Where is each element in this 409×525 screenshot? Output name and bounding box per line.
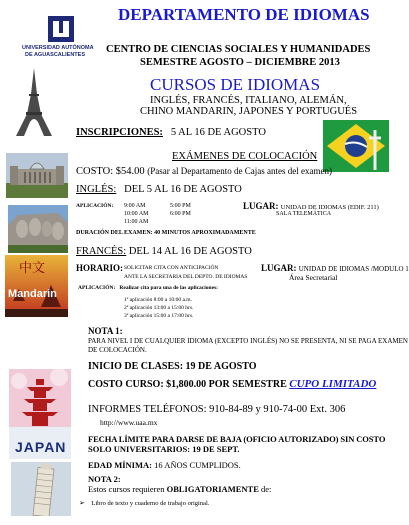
- ingles-lugar-value: UNIDAD DE IDIOMAS (EDIF. 211): [280, 204, 379, 211]
- horario-line: SOLICITAR CITA CON ANTICIPACIÓN: [124, 265, 219, 271]
- time-slot: 5:00 PM: [170, 203, 191, 209]
- aplicacion-slot: 2ª aplicación 13:00 a 15:00 hrs.: [124, 305, 194, 311]
- time-slot: 6:00 PM: [170, 211, 191, 217]
- reichstag-image: [6, 153, 68, 198]
- nota1-text2: DE COLOCACIÓN.: [88, 346, 147, 354]
- horario-line: ANTE LA SECRETARIA DEL DEPTO. DE IDIOMAS: [124, 274, 248, 280]
- examenes-heading: EXÁMENES DE COLOCACIÓN: [172, 151, 318, 162]
- aplicacion-slot: 3ª aplicación 15:00 a 17:00 hrs.: [124, 313, 194, 319]
- courses-languages-line1: INGLÉS, FRANCÉS, ITALIANO, ALEMÁN,: [150, 95, 347, 106]
- japan-pagoda-image: [9, 369, 71, 459]
- nota2-text-pre: Estos cursos requieren: [88, 484, 165, 494]
- frances-lugar: [261, 263, 409, 273]
- pisa-tower-image: [11, 462, 71, 516]
- time-slot: 9:00 AM: [124, 203, 146, 209]
- nota2-bullet-text: Libro de texto y cuaderno de trabajo original.: [91, 500, 210, 507]
- examenes-costo-note: (Pasar al Departamento de Cajas antes del examen): [147, 166, 332, 176]
- ingles-lugar-label: LUGAR:: [243, 201, 279, 211]
- edad-label: EDAD MÍNIMA:: [88, 460, 152, 470]
- examenes-costo-label: COSTO: $54.00: [76, 166, 145, 177]
- time-slot: 10:00 AM: [124, 211, 149, 217]
- ingles-lugar: [243, 201, 379, 211]
- informes: [88, 404, 345, 415]
- costo-curso-label: COSTO CURSO:: [88, 379, 164, 390]
- ingles-line: [76, 184, 242, 195]
- frances-line: [76, 246, 252, 257]
- costo-curso: [88, 378, 376, 390]
- fecha-baja-line2: SOLO UNIVERSITARIOS: 19 DE SEPT.: [88, 444, 240, 454]
- chino-aplicacion-label: APLICACIÓN:: [78, 285, 116, 291]
- inscripciones-label: INSCRIPCIONES:: [76, 127, 163, 138]
- mount-rushmore-image: [8, 205, 68, 253]
- frances-lugar-value: UNIDAD DE IDIOMAS /MODULO 1: [298, 265, 409, 273]
- logo-mark-icon: [46, 14, 76, 44]
- ingles-dates: DEL 5 AL 16 DE AGOSTO: [124, 184, 242, 195]
- courses-title: CURSOS DE IDIOMAS: [150, 75, 321, 94]
- costo-curso-value: $1,800.00 POR SEMESTRE: [166, 379, 287, 390]
- nota2-text-post: de:: [261, 484, 272, 494]
- eiffel-tower-image: [8, 66, 60, 138]
- japan-label: JAPAN: [15, 439, 67, 455]
- examenes-costo: [76, 166, 332, 177]
- frances-horario: [124, 264, 247, 282]
- fecha-baja-line1: FECHA LÍMITE PARA DARSE DE BAJA (OFICIO AUTORIZADO) SIN COSTO: [88, 434, 386, 444]
- courses-languages-line2: CHINO MANDARIN, JAPONES Y PORTUGUÉS: [140, 106, 358, 117]
- ingles-times-right: [170, 202, 191, 218]
- frances-label: FRANCÉS:: [76, 246, 127, 257]
- frances-lugar-label: LUGAR:: [261, 263, 297, 273]
- nota1-label: NOTA 1:: [88, 326, 123, 336]
- chino-aplicacion-text: Realizar cita para una de las aplicaciones:: [119, 285, 218, 291]
- inicio-value: 19 DE AGOSTO: [185, 361, 257, 372]
- edad-value: 16 AÑOS CUMPLIDOS.: [154, 460, 241, 470]
- ingles-aplicacion-label: APLICACIÓN:: [76, 203, 114, 209]
- aplicacion-slot: 1ª aplicación 8:00 a 10:00 a.m.: [124, 297, 192, 303]
- brazil-flag-image: [323, 120, 389, 172]
- nota2-bullet-item: [79, 499, 209, 507]
- inicio-clases: [88, 361, 256, 372]
- mandarin-label: Mandarin: [8, 288, 57, 300]
- ingles-label: INGLÉS:: [76, 184, 117, 195]
- inscripciones-value: 5 AL 16 DE AGOSTO: [170, 127, 266, 138]
- page-title: DEPARTAMENTO DE IDIOMAS: [118, 5, 370, 24]
- ingles-times-left: [124, 202, 149, 226]
- chinese-characters: 中文: [19, 261, 46, 276]
- inicio-label: INICIO DE CLASES:: [88, 361, 184, 372]
- nota2-label: NOTA 2:: [88, 474, 121, 484]
- nota2-text-bold: OBLIGATORIAMENTE: [166, 484, 259, 494]
- chino-aplicacion: [78, 285, 218, 291]
- frances-lugar-value2: Área Secretarial: [289, 273, 338, 282]
- university-logo: [22, 14, 102, 62]
- time-slot: 11:00 AM: [124, 219, 149, 225]
- cupo-limitado: CUPO LIMITADO: [289, 378, 377, 390]
- semester: SEMESTRE AGOSTO – DICIEMBRE 2013: [140, 57, 340, 68]
- informes-label: INFORMES TELÉFONOS:: [88, 404, 207, 415]
- informes-url[interactable]: http://www.uaa.mx: [100, 418, 158, 427]
- inscripciones: [76, 127, 266, 138]
- nota2-text: [88, 484, 271, 494]
- arrow-bullet-icon: ➢: [79, 499, 85, 507]
- mandarin-image: [5, 255, 68, 317]
- center-name: CENTRO DE CIENCIAS SOCIALES Y HUMANIDADES: [106, 44, 371, 55]
- nota1-text1: PARA NIVEL I DE CUALQUIER IDIOMA (EXCEPTO INGLÉS) NO SE PRESENTA, NI SE PAGA EXAMEN: [88, 337, 408, 345]
- informes-value: 910-84-89 y 910-74-00 Ext. 306: [209, 404, 346, 415]
- logo-text-line2: DE AGUASCALIENTES: [25, 52, 85, 58]
- chino-slots: [124, 296, 193, 320]
- edad-minima: [88, 460, 241, 470]
- ingles-lugar-value2: SALA TELEMÁTICA: [276, 211, 332, 217]
- frances-horario-label: HORARIO:: [76, 263, 123, 273]
- logo-text-line1: UNIVERSIDAD AUTÓNOMA: [22, 45, 94, 51]
- frances-dates: DEL 14 AL 16 DE AGOSTO: [128, 246, 252, 257]
- ingles-duracion: DURACIÓN DEL EXAMEN: 40 MINUTOS APROXIMADAMENTE: [76, 230, 256, 236]
